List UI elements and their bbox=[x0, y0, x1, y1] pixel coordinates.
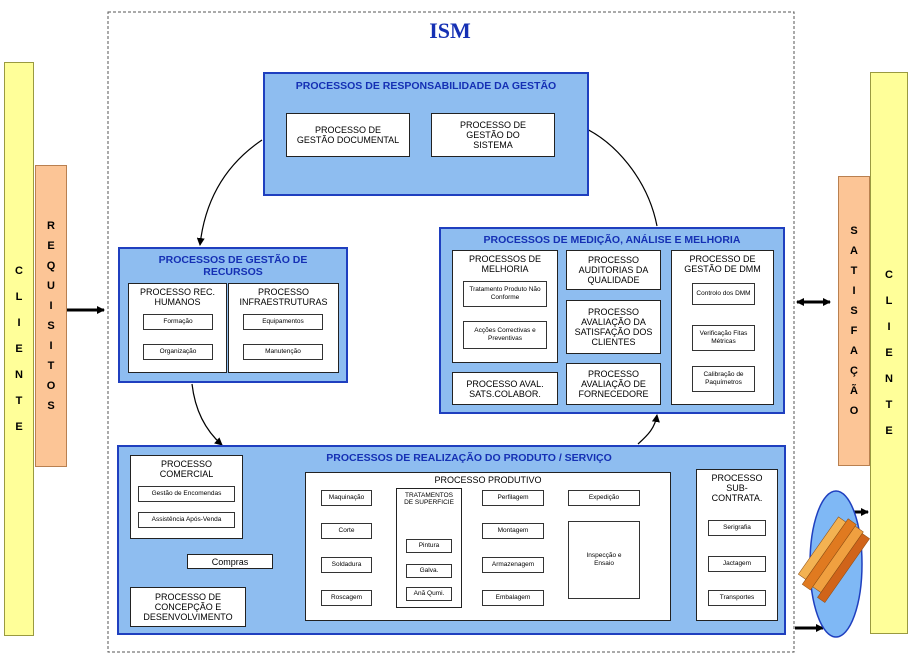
melhoria-item: Tratamento Produto Não Conforme bbox=[463, 281, 547, 307]
cliente-left-letter: T bbox=[15, 395, 23, 407]
tratamento-item: Galva. bbox=[406, 564, 452, 578]
requisitos-letter: R bbox=[47, 220, 55, 232]
medicao-title: PROCESSOS DE MEDIÇÃO, ANÁLISE E MELHORIA bbox=[483, 234, 741, 246]
gestao-box bbox=[263, 72, 589, 196]
cliente-left-column bbox=[4, 62, 34, 636]
requisitos-letter: S bbox=[47, 320, 55, 332]
requisitos-letter: S bbox=[47, 400, 55, 412]
cliente-left-letter: L bbox=[15, 291, 23, 303]
satisfacao-letter: I bbox=[852, 285, 856, 297]
requisitos-letter: T bbox=[47, 360, 55, 372]
satisfacao-letter: Ã bbox=[850, 385, 858, 397]
cliente-left-letter: N bbox=[15, 369, 23, 381]
dmm-item: Controlo dos DMM bbox=[692, 283, 755, 305]
medicao-box bbox=[439, 227, 785, 414]
infra-item: Equipamentos bbox=[243, 314, 323, 330]
requisitos-letter: O bbox=[46, 380, 56, 392]
comercial-title: PROCESSO COMERCIAL bbox=[159, 459, 214, 479]
compras-box: Compras bbox=[187, 554, 273, 569]
subcontrata-item: Serigrafia bbox=[708, 520, 766, 536]
satisfacao-letter: T bbox=[850, 265, 858, 277]
subcontrata-box bbox=[696, 469, 778, 621]
tratamento-item: Anã Qumi. bbox=[406, 587, 452, 601]
infra-title: PROCESSO INFRAESTRUTURAS bbox=[239, 287, 328, 307]
recursos-title: PROCESSOS DE GESTÃO DE RECURSOS bbox=[158, 254, 308, 278]
infra-box bbox=[228, 283, 339, 373]
arc-recursos-realizacao bbox=[192, 384, 222, 445]
requisitos-letter: I bbox=[49, 300, 53, 312]
requisitos-letter: U bbox=[47, 280, 55, 292]
cliente-right-column bbox=[870, 72, 908, 634]
cliente-right-letter: E bbox=[885, 347, 893, 359]
realizacao-box bbox=[117, 445, 786, 635]
realizacao-title: PROCESSOS DE REALIZAÇÃO DO PRODUTO / SERVIÇO bbox=[326, 452, 612, 464]
produtivo-item: Armazenagem bbox=[482, 557, 544, 573]
satisfacao-letter: A bbox=[850, 345, 858, 357]
inspecao-box: Inspecção e Ensaio bbox=[568, 521, 640, 599]
produtivo-item: Perfilagem bbox=[482, 490, 544, 506]
rh-item: Formação bbox=[143, 314, 213, 330]
subcontrata-title: PROCESSO SUB-CONTRATA. bbox=[711, 473, 763, 503]
gestao-title: PROCESSOS DE RESPONSABILIDADE DA GESTÃO bbox=[295, 80, 557, 92]
gestao-sistema-box: PROCESSO DE GESTÃO DO SISTEMA bbox=[431, 113, 555, 157]
fornecedores-box: PROCESSO AVALIAÇÃO DE FORNECEDORE bbox=[566, 363, 661, 405]
concepcao-box: PROCESSO DE CONCEPÇÃO E DESENVOLVIMENTO bbox=[130, 587, 246, 627]
tratamento-item: Pintura bbox=[406, 539, 452, 553]
produtivo-item: Montagem bbox=[482, 523, 544, 539]
cliente-right-letter: T bbox=[885, 399, 893, 411]
arc-realizacao-medicao bbox=[638, 415, 657, 444]
requisitos-letter: E bbox=[47, 240, 55, 252]
cliente-left-letter: C bbox=[15, 265, 23, 277]
dmm-item: Calibração de Paquímetros bbox=[692, 366, 755, 392]
comercial-item: Assistência Após-Venda bbox=[138, 512, 235, 528]
comercial-item: Gestão de Encomendas bbox=[138, 486, 235, 502]
rh-box bbox=[128, 283, 227, 373]
tratamentos-box bbox=[396, 488, 462, 608]
cliente-right-letter: I bbox=[887, 321, 891, 333]
satisfacao-letter: Ç bbox=[850, 365, 858, 377]
satisfacao-letter: A bbox=[850, 245, 858, 257]
requisitos-letter: I bbox=[49, 340, 53, 352]
arc-gestao-recursos bbox=[200, 140, 262, 245]
produtivo-item: Embalagem bbox=[482, 590, 544, 606]
satisfacao-letter: S bbox=[850, 225, 858, 237]
produtivo-item: Maquinação bbox=[321, 490, 372, 506]
ism-title: ISM bbox=[429, 18, 471, 43]
cliente-right-letter: N bbox=[885, 373, 893, 385]
cliente-right-letter: L bbox=[885, 295, 893, 307]
gestao-documental-box: PROCESSO DE GESTÃO DOCUMENTAL bbox=[286, 113, 410, 157]
requisitos-letter: Q bbox=[46, 260, 56, 272]
melhoria-box bbox=[452, 250, 558, 363]
produtivo-title: PROCESSO PRODUTIVO bbox=[434, 475, 542, 485]
recursos-box bbox=[118, 247, 348, 383]
satisfacao-column bbox=[838, 176, 870, 466]
dmm-title: PROCESSO DE GESTÃO DE DMM bbox=[684, 254, 761, 274]
infra-item: Manutenção bbox=[243, 344, 323, 360]
melhoria-item: Acções Correctivas e Preventivas bbox=[463, 321, 547, 349]
produtivo-item: Soldadura bbox=[321, 557, 372, 573]
dmm-item: Verificação Fitas Métricas bbox=[692, 325, 755, 351]
auditorias-box: PROCESSO AUDITORIAS DA QUALIDADE bbox=[566, 250, 661, 290]
subcontrata-item: Jactagem bbox=[708, 556, 766, 572]
tratamentos-title: TRATAMENTOS DE SUPERFICIE bbox=[404, 492, 454, 506]
cliente-left-letter: E bbox=[15, 421, 23, 433]
comercial-box bbox=[130, 455, 243, 539]
satisfacao-letter: S bbox=[850, 305, 858, 317]
cliente-right-letter: C bbox=[885, 269, 893, 281]
satisfacao-letter: F bbox=[850, 325, 858, 337]
cliente-left-letter: E bbox=[15, 343, 23, 355]
satisfacao-letter: O bbox=[849, 405, 859, 417]
rh-item: Organização bbox=[143, 344, 213, 360]
requisitos-column bbox=[35, 165, 67, 467]
produtivo-box bbox=[305, 472, 671, 621]
arc-medicao-gestao bbox=[578, 125, 657, 226]
produtivo-item: Roscagem bbox=[321, 590, 372, 606]
subcontrata-item: Transportes bbox=[708, 590, 766, 606]
aval-colab-box: PROCESSO AVAL. SATS.COLABOR. bbox=[452, 372, 558, 405]
expedicao-box: Expedição bbox=[568, 490, 640, 506]
melhoria-title: PROCESSOS DE MELHORIA bbox=[468, 254, 542, 274]
rh-title: PROCESSO REC. HUMANOS bbox=[139, 287, 215, 307]
dmm-box bbox=[671, 250, 774, 405]
cliente-left-letter: I bbox=[17, 317, 21, 329]
produtivo-item: Corte bbox=[321, 523, 372, 539]
satisfacao-clientes-box: PROCESSO AVALIAÇÃO DA SATISFAÇÃO DOS CLIENTES bbox=[566, 300, 661, 354]
cliente-right-letter: E bbox=[885, 425, 893, 437]
